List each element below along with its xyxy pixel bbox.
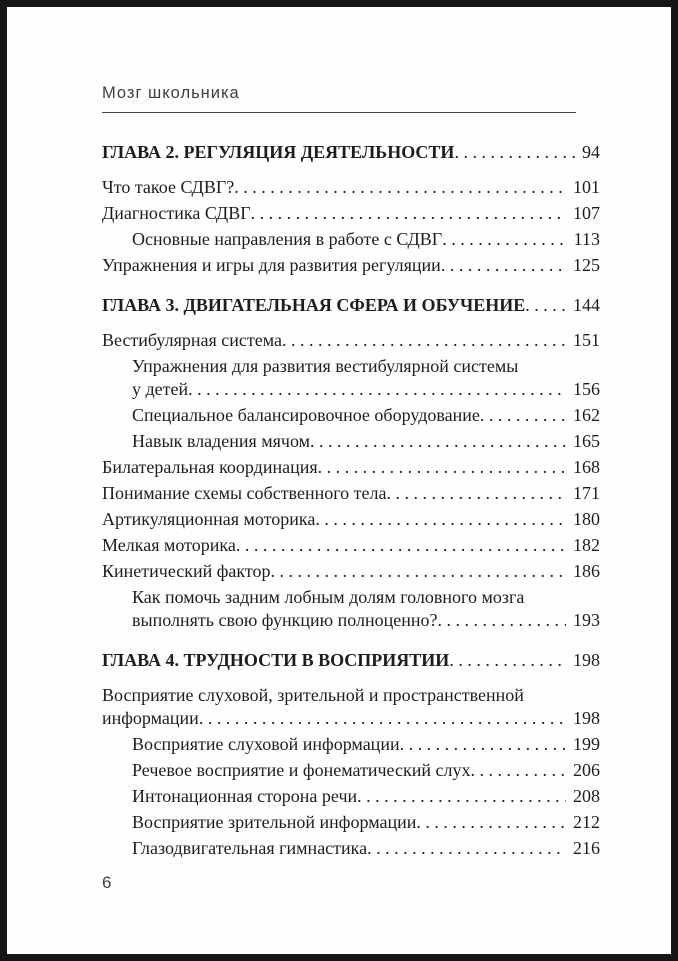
toc-entry-label: ГЛАВА 3. ДВИГАТЕЛЬНАЯ СФЕРА И ОБУЧЕНИЕ	[102, 295, 526, 315]
toc-entry-page-number: 101	[573, 177, 600, 197]
toc-entry-page-number: 162	[573, 405, 600, 425]
toc-entry-row	[132, 759, 600, 782]
dot-leader	[282, 329, 566, 352]
dot-leader	[188, 378, 566, 401]
dot-leader	[318, 456, 566, 479]
toc-entry-label: Вестибулярная система	[102, 330, 282, 350]
toc-entry-first-line: Упражнения для развития вестибулярной системы	[132, 356, 519, 376]
toc-entry	[102, 355, 600, 401]
toc-entry-row	[102, 202, 600, 225]
toc-entry-row	[132, 404, 600, 427]
toc-entry	[102, 684, 600, 730]
toc-entry	[102, 811, 600, 834]
toc-entry-label: Навык владения мячом	[132, 431, 311, 451]
toc-entry-label: Билатеральная координация	[102, 457, 318, 477]
toc-entry-row	[132, 837, 600, 860]
dot-leader	[454, 141, 575, 164]
toc-entry-page-number: 171	[573, 483, 600, 503]
dot-leader	[441, 254, 566, 277]
toc-entry-row	[102, 456, 600, 479]
toc-entry-row	[102, 176, 600, 199]
toc-entry	[102, 733, 600, 756]
toc-entry-label: Интонационная сторона речи	[132, 786, 358, 806]
toc-entry-row	[132, 733, 600, 756]
running-header: Мозг школьника	[102, 83, 576, 113]
dot-leader	[400, 733, 566, 756]
toc-entry-label: Основные направления в работе с СДВГ	[132, 229, 443, 249]
dot-leader	[234, 176, 566, 199]
toc-entry-page-number: 180	[573, 509, 600, 529]
toc-entry-page-number: 125	[573, 255, 600, 275]
dot-leader	[236, 534, 566, 557]
toc-entry-row	[132, 378, 600, 401]
toc-entry-label: у детей	[132, 379, 189, 399]
toc-entry	[102, 759, 600, 782]
toc-entry	[102, 202, 600, 225]
toc-entry-page-number: 94	[582, 142, 600, 162]
toc-entry-page-number: 113	[573, 229, 600, 249]
toc-entry-row	[102, 508, 600, 531]
toc-entry	[102, 141, 600, 164]
toc-entry	[102, 482, 600, 505]
toc-entry-row	[132, 811, 600, 834]
dot-leader	[199, 707, 566, 730]
dot-leader	[525, 294, 566, 317]
dot-leader	[357, 785, 566, 808]
toc-entry-page-number: 168	[573, 457, 600, 477]
toc-entry-page-number: 198	[573, 708, 600, 728]
dot-leader	[480, 404, 566, 427]
page-number-folio: 6	[102, 873, 112, 892]
toc-entry-page-number: 165	[573, 431, 600, 451]
toc-entry-label: Кинетический фактор	[102, 561, 271, 581]
toc-entry-page-number: 144	[573, 295, 600, 315]
toc-entry-row	[102, 294, 600, 317]
toc-entry	[102, 176, 600, 199]
dot-leader	[437, 609, 566, 632]
toc-entry-row	[102, 560, 600, 583]
toc-entry	[102, 586, 600, 632]
dot-leader	[310, 430, 566, 453]
toc-entry-label: Мелкая моторика	[102, 535, 236, 555]
toc-entry	[102, 837, 600, 860]
toc-entry	[102, 560, 600, 583]
toc-entry-row	[132, 228, 600, 251]
toc-entry-label: выполнять свою функцию полноценно?	[132, 610, 438, 630]
toc-entry	[102, 649, 600, 672]
toc-entry-label: Восприятие зрительной информации	[132, 812, 417, 832]
toc-entry-page-number: 193	[573, 610, 600, 630]
dot-leader	[449, 649, 566, 672]
toc-entry-page-number: 208	[573, 786, 600, 806]
toc-entry-page-number: 206	[573, 760, 600, 780]
dot-leader	[271, 560, 566, 583]
toc-entry-page-number: 182	[573, 535, 600, 555]
toc-entry-label: информации	[102, 708, 199, 728]
toc-entry-label: Упражнения и игры для развития регуляции	[102, 255, 441, 275]
toc-entry	[102, 456, 600, 479]
toc-entry-page-number: 107	[573, 203, 600, 223]
toc-entry	[102, 785, 600, 808]
toc-entry-row	[132, 785, 600, 808]
toc-entry-label: Глазодвигательная гимнастика	[132, 838, 368, 858]
table-of-contents	[102, 141, 600, 860]
toc-entry	[102, 430, 600, 453]
dot-leader	[367, 837, 566, 860]
toc-entry-page-number: 212	[573, 812, 600, 832]
toc-entry-label: ГЛАВА 2. РЕГУЛЯЦИЯ ДЕЯТЕЛЬНОСТИ	[102, 142, 455, 162]
toc-entry	[102, 228, 600, 251]
toc-entry-row	[132, 609, 600, 632]
dot-leader	[315, 508, 566, 531]
toc-entry-page-number: 151	[573, 330, 600, 350]
toc-entry	[102, 508, 600, 531]
dot-leader	[386, 482, 566, 505]
toc-entry	[102, 254, 600, 277]
toc-entry	[102, 404, 600, 427]
toc-entry	[102, 329, 600, 352]
dot-leader	[416, 811, 566, 834]
dot-leader	[470, 759, 566, 782]
toc-entry	[102, 294, 600, 317]
toc-entry-label: Понимание схемы собственного тела	[102, 483, 387, 503]
toc-entry-label: Речевое восприятие и фонематический слух	[132, 760, 471, 780]
toc-entry-label: Диагностика СДВГ	[102, 203, 251, 223]
dot-leader	[251, 202, 566, 225]
toc-entry-label: Что такое СДВГ?	[102, 177, 235, 197]
dot-leader	[442, 228, 566, 251]
toc-entry-page-number: 199	[573, 734, 600, 754]
toc-entry-row	[102, 141, 600, 164]
toc-entry-label: Специальное балансировочное оборудование	[132, 405, 480, 425]
toc-entry-row	[102, 254, 600, 277]
toc-entry-page-number: 186	[573, 561, 600, 581]
toc-entry-row	[102, 534, 600, 557]
toc-entry	[102, 534, 600, 557]
toc-entry-label: Артикуляционная моторика	[102, 509, 316, 529]
toc-entry-label: Восприятие слуховой информации	[132, 734, 400, 754]
toc-entry-page-number: 198	[573, 650, 600, 670]
toc-entry-row	[102, 329, 600, 352]
toc-entry-row	[102, 482, 600, 505]
toc-entry-row	[102, 649, 600, 672]
toc-entry-row	[102, 707, 600, 730]
toc-entry-page-number: 216	[573, 838, 600, 858]
toc-entry-first-line: Восприятие слуховой, зрительной и пространственной	[102, 685, 524, 705]
toc-entry-row	[132, 430, 600, 453]
toc-entry-page-number: 156	[573, 379, 600, 399]
toc-entry-label: ГЛАВА 4. ТРУДНОСТИ В ВОСПРИЯТИИ	[102, 650, 450, 670]
toc-entry-first-line: Как помочь задним лобным долям головного мозга	[132, 587, 525, 607]
